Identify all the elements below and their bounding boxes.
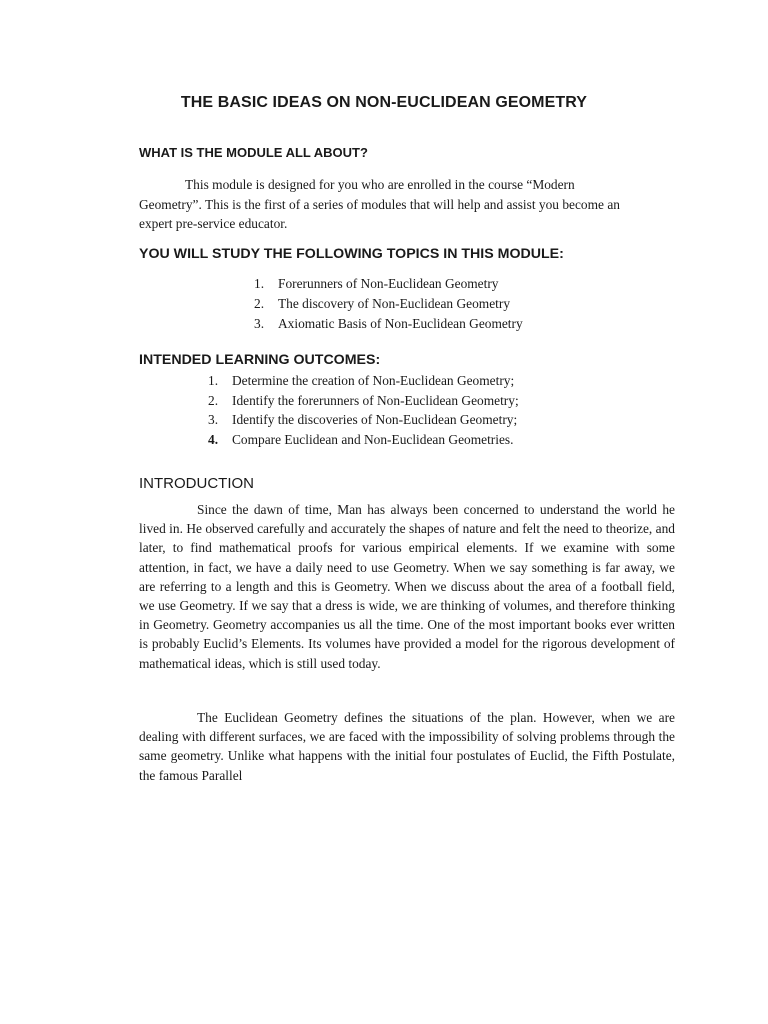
topics-heading: YOU WILL STUDY THE FOLLOWING TOPICS IN THIS MODULE: bbox=[139, 246, 564, 262]
outcome-text: Identify the forerunners of Non-Euclidean Geometry; bbox=[232, 392, 519, 408]
outcome-number: 2. bbox=[208, 392, 219, 408]
document-title: THE BASIC IDEAS ON NON-EUCLIDEAN GEOMETRY bbox=[180, 94, 588, 111]
outcome-text: Identify the discoveries of Non-Euclidean Geometry; bbox=[232, 412, 518, 427]
topic-text: Forerunners of Non-Euclidean Geometry bbox=[278, 276, 499, 291]
module-paragraph-text: This module is designed for you who are enrolled in the course “Modern Geometry”. This is the first of a series of modules that will help and assist you become an expert pre-service educator. bbox=[139, 177, 620, 231]
topic-text: The discovery of Non-Euclidean Geometry bbox=[278, 296, 511, 311]
topic-number: 3. bbox=[254, 316, 265, 331]
topic-number: 1. bbox=[254, 276, 265, 291]
euclidean-paragraph-text: The Euclidean Geometry defines the situations of the plan. However, when we are dealing with different surfaces, we are faced with the impossibility of solving problems through the same geometry. Unlike what happens with the initial four postulates of Euclid, the Fifth Postulate, the famous Parallel bbox=[139, 710, 675, 783]
outcome-number: 3. bbox=[208, 412, 219, 427]
outcome-number: 1. bbox=[208, 373, 219, 388]
outcome-text: Determine the creation of Non-Euclidean Geometry; bbox=[232, 373, 515, 388]
introduction-paragraph-text: Since the dawn of time, Man has always been concerned to understand the world he lived in. He observed carefully and accurately the shapes of nature and felt the need to theorize, and later, to find mathematical proofs for various empirical elements. If we examine with some attention, in fact, we have a daily need to use Geometry. When we say something is far away, we are referring to a length and this is Geometry. When we discuss about the area of a football field, we use Geometry. If we say that a dress is wide, we are thinking of volumes, and therefore thinking in Geometry. Geometry accompanies us all the time. One of the most important books ever written is probably Euclid’s Elements. Its volumes have provided a model for the rigorous development of mathematical ideas, which is still used today. bbox=[139, 502, 675, 671]
introduction-paragraph bbox=[139, 500, 675, 673]
outcome-text: Compare Euclidean and Non-Euclidean Geometries. bbox=[232, 431, 514, 447]
topic-text: Axiomatic Basis of Non-Euclidean Geometry bbox=[278, 316, 523, 331]
introduction-heading: INTRODUCTION bbox=[139, 475, 254, 492]
topic-number: 2. bbox=[254, 296, 265, 311]
module-heading: WHAT IS THE MODULE ALL ABOUT? bbox=[139, 145, 368, 160]
outcome-number: 4. bbox=[208, 431, 219, 447]
euclidean-paragraph bbox=[139, 708, 675, 785]
outcomes-heading: INTENDED LEARNING OUTCOMES: bbox=[139, 352, 381, 368]
module-paragraph bbox=[139, 175, 629, 234]
